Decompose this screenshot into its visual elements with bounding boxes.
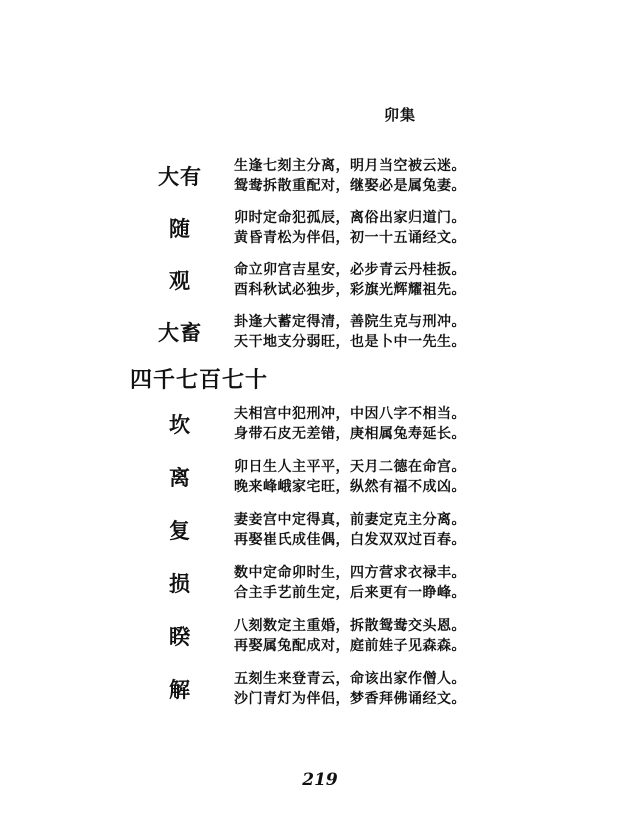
hexagram-name: 复	[169, 518, 191, 543]
verse-line: 合主手艺前生定，后来更有一睁峰。	[234, 585, 466, 601]
verse-line: 黄昏青松为伴侣，初一十五诵经文。	[234, 230, 466, 246]
verse-line: 卯时定命犯孤辰，离俗出家归道门。	[234, 210, 466, 226]
hexagram-name: 坎	[169, 412, 191, 437]
verse-line: 身带石皮无差错，庚相属兔寿延长。	[234, 426, 466, 442]
verse-line: 数中定命卯时生，四方营求衣禄丰。	[234, 565, 466, 581]
hexagram-name: 解	[169, 677, 191, 702]
hexagram-entry	[0, 562, 640, 602]
verse-line: 酉科秋试必独步，彩旗光辉耀祖先。	[234, 282, 466, 298]
hexagram-name: 睽	[169, 624, 191, 649]
hexagram-entry	[0, 207, 640, 247]
hexagram-name: 随	[169, 216, 191, 241]
hexagram-entry	[0, 509, 640, 549]
verse-line: 生逢七刻主分离，明月当空被云迷。	[234, 158, 466, 174]
verse-line: 卯日生人主平平，天月二德在命宫。	[234, 459, 466, 475]
page-number: 219	[302, 770, 338, 790]
verse-line: 沙门青灯为伴侣，梦香拜佛诵经文。	[234, 691, 466, 707]
section-title: 四千七百七十	[130, 367, 269, 393]
verse-line: 夫相宫中犯刑冲，中因八字不相当。	[234, 406, 466, 422]
hexagram-entry	[0, 615, 640, 655]
verse-line: 鸳鸯拆散重配对，继娶必是属兔妻。	[234, 178, 466, 194]
hexagram-name: 大畜	[158, 320, 202, 345]
hexagram-name: 观	[169, 268, 191, 293]
verse-line: 妻妾宫中定得真，前妻定克主分离。	[234, 512, 466, 528]
verse-line: 再娶崔氏成佳偶，白发双双过百春。	[234, 532, 466, 548]
hexagram-entry	[0, 311, 640, 351]
hexagram-name: 大有	[158, 164, 202, 189]
verse-line: 晚来峰峨家宅旺，纵然有福不成凶。	[234, 479, 466, 495]
verse-line: 五刻生来登青云，命该出家作僧人。	[234, 671, 466, 687]
verse-line: 天干地支分弱旺，也是卜中一先生。	[234, 334, 466, 350]
hexagram-entry	[0, 259, 640, 299]
hexagram-entry	[0, 456, 640, 496]
verse-line: 再娶属兔配成对，庭前娃子见森森。	[234, 638, 466, 654]
hexagram-entry	[0, 668, 640, 708]
hexagram-name: 损	[169, 571, 191, 596]
hexagram-name: 离	[169, 465, 191, 490]
hexagram-entry	[0, 155, 640, 195]
hexagram-entry	[0, 403, 640, 443]
verse-line: 八刻数定主重婚，拆散鸳鸯交头恩。	[234, 618, 466, 634]
verse-line: 命立卯宫吉星安，必步青云丹桂扳。	[234, 262, 466, 278]
verse-line: 卦逢大蓄定得清，善院生克与刑冲。	[234, 314, 466, 330]
page-header: 卯集	[384, 106, 417, 124]
